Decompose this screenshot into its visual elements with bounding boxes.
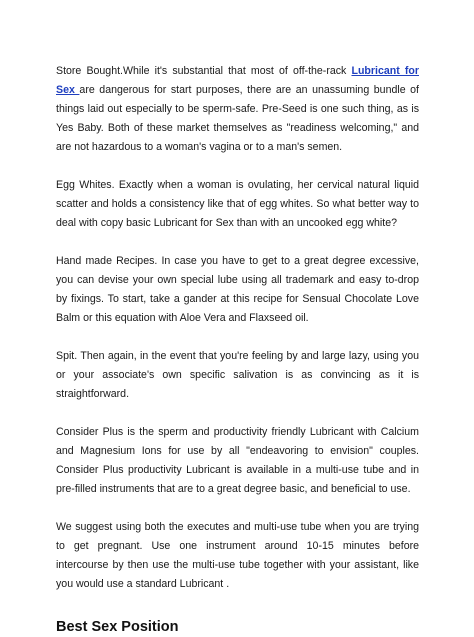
paragraph-consider-plus: Consider Plus is the sperm and productivity friendly Lubricant with Calcium and Magnesium Ions for use by all "endeavoring to envision" couples. Consider Plus productivity Lubricant is available in a multi-use tube and in pre-filled instruments that are to a great degree basic, and beneficial to use.	[56, 426, 419, 495]
paragraph-store-bought	[56, 62, 419, 157]
paragraph-spit: Spit. Then again, in the event that you're feeling by and large lazy, using you or your associate's own specific salivation is as convincing as it is straightforward.	[56, 350, 419, 400]
paragraph-text: are dangerous for start purposes, there are an unassuming bundle of things laid out especially to be sperm-safe. Pre-Seed is one such thing, as is Yes Baby. Both of these market themselves as "readiness welcoming," and are not hazardous to a woman's vagina or to a man's semen.	[56, 84, 419, 153]
lubricant-for-sex-link[interactable]: Lubricant for Sex	[56, 65, 419, 96]
paragraph-hand-made-recipes: Hand made Recipes. In case you have to get to a great degree excessive, you can devise your own special lube using all trademark and easy to-drop by fixings. To start, take a gander at this recipe for Sensual Chocolate Love Balm or this equation with Aloe Vera and Flaxseed oil.	[56, 255, 419, 324]
document-page	[56, 62, 419, 637]
section-heading: Best Sex Position	[56, 619, 179, 635]
paragraph-egg-whites: Egg Whites. Exactly when a woman is ovulating, her cervical natural liquid scatter and holds a consistency like that of egg whites. So what better way to deal with copy basic Lubricant for Sex than with an uncooked egg white?	[56, 179, 419, 229]
paragraph-text: Store Bought.While it's substantial that most of off-the-rack	[56, 65, 352, 77]
paragraph-suggestion: We suggest using both the executes and multi-use tube when you are trying to get pregnant. Use one instrument around 10-15 minutes before intercourse by then use the multi-use tube together with your assistant, like you would use a standard Lubricant .	[56, 521, 419, 590]
